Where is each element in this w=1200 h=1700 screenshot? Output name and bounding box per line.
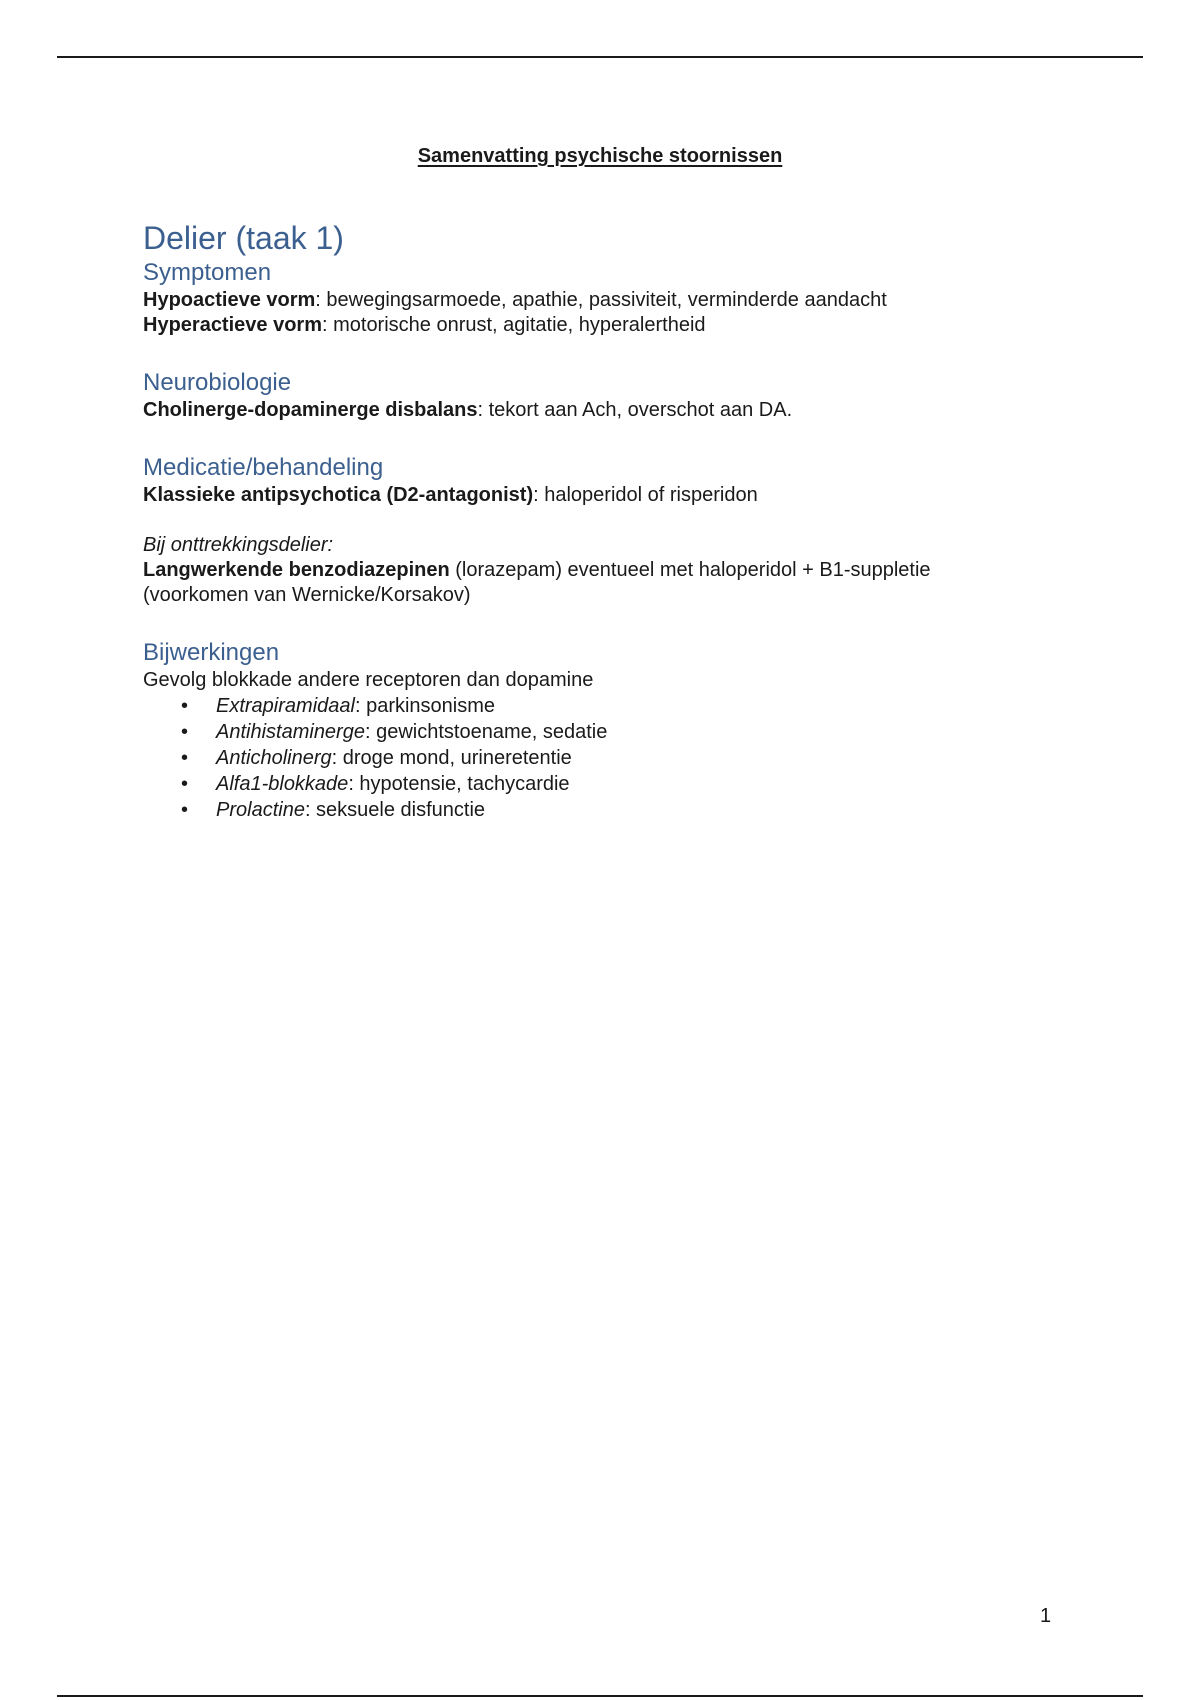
symptom-description: : motorische onrust, agitatie, hyperalertheid: [321, 314, 706, 336]
neurobiologie-term: Cholinerge-dopaminerge disbalans: [143, 399, 478, 421]
document-title: Samenvatting psychische stoornissen: [417, 145, 783, 167]
bijwerkingen-list: [143, 693, 1103, 823]
list-item-text: : parkinsonisme: [354, 695, 496, 717]
medicatie-description: : haloperidol of risperidon: [533, 484, 758, 506]
neurobiologie-line: [143, 398, 1103, 423]
spacer: [143, 338, 1103, 368]
list-item: [181, 745, 1103, 771]
neurobiologie-description: : tekort aan Ach, overschot aan DA.: [477, 399, 793, 421]
list-item-term: Antihistaminerge: [216, 721, 365, 743]
list-item-text: : droge mond, urineretentie: [331, 747, 572, 769]
list-item-term: Alfa1-blokkade: [216, 773, 349, 795]
medicatie-line: [143, 483, 1103, 508]
onttrekking-term: Langwerkende benzodiazepinen: [143, 559, 450, 581]
symptom-line-hypoactief: [143, 288, 1103, 313]
symptom-description: : bewegingsarmoede, apathie, passiviteit, verminderde aandacht: [315, 289, 887, 311]
bijwerkingen-intro: Gevolg blokkade andere receptoren dan dopamine: [143, 669, 594, 691]
list-item: [181, 797, 1103, 823]
header-rule: [57, 56, 1143, 58]
list-item: [181, 693, 1103, 719]
spacer: [143, 423, 1103, 453]
list-item-term: Prolactine: [216, 799, 305, 821]
footer-rule: [57, 1695, 1143, 1697]
list-item-term: Anticholinerg: [216, 747, 332, 769]
spacer: [143, 508, 1103, 533]
section-heading-neurobiologie: Neurobiologie: [143, 369, 292, 396]
list-item-text: : gewichtstoename, sedatie: [364, 721, 608, 743]
chapter-heading: Delier (taak 1): [143, 220, 344, 256]
spacer: [143, 608, 1103, 638]
section-heading-medicatie: Medicatie/behandeling: [143, 454, 384, 481]
list-item-term: Extrapiramidaal: [216, 695, 355, 717]
list-item: [181, 771, 1103, 797]
list-item-text: : seksuele disfunctie: [304, 799, 486, 821]
onttrekking-line: [143, 558, 1103, 583]
onttrekking-line-2: (voorkomen van Wernicke/Korsakov): [143, 584, 471, 606]
onttrekking-label-text: Bij onttrekkingsdelier:: [143, 534, 334, 556]
onttrekking-description: (lorazepam) eventueel met haloperidol + B1-suppletie: [449, 559, 931, 581]
list-item-text: : hypotensie, tachycardie: [348, 773, 570, 795]
medicatie-term: Klassieke antipsychotica (D2-antagonist): [143, 484, 534, 506]
section-heading-bijwerkingen: Bijwerkingen: [143, 639, 280, 666]
page-number: 1: [1040, 1605, 1052, 1627]
symptom-term: Hypoactieve vorm: [143, 289, 316, 311]
symptom-line-hyperactief: [143, 313, 1103, 338]
document-body: [143, 218, 1103, 823]
section-heading-symptomen: Symptomen: [143, 259, 272, 286]
symptom-term: Hyperactieve vorm: [143, 314, 322, 336]
list-item: [181, 719, 1103, 745]
onttrekking-label: [143, 533, 1103, 558]
